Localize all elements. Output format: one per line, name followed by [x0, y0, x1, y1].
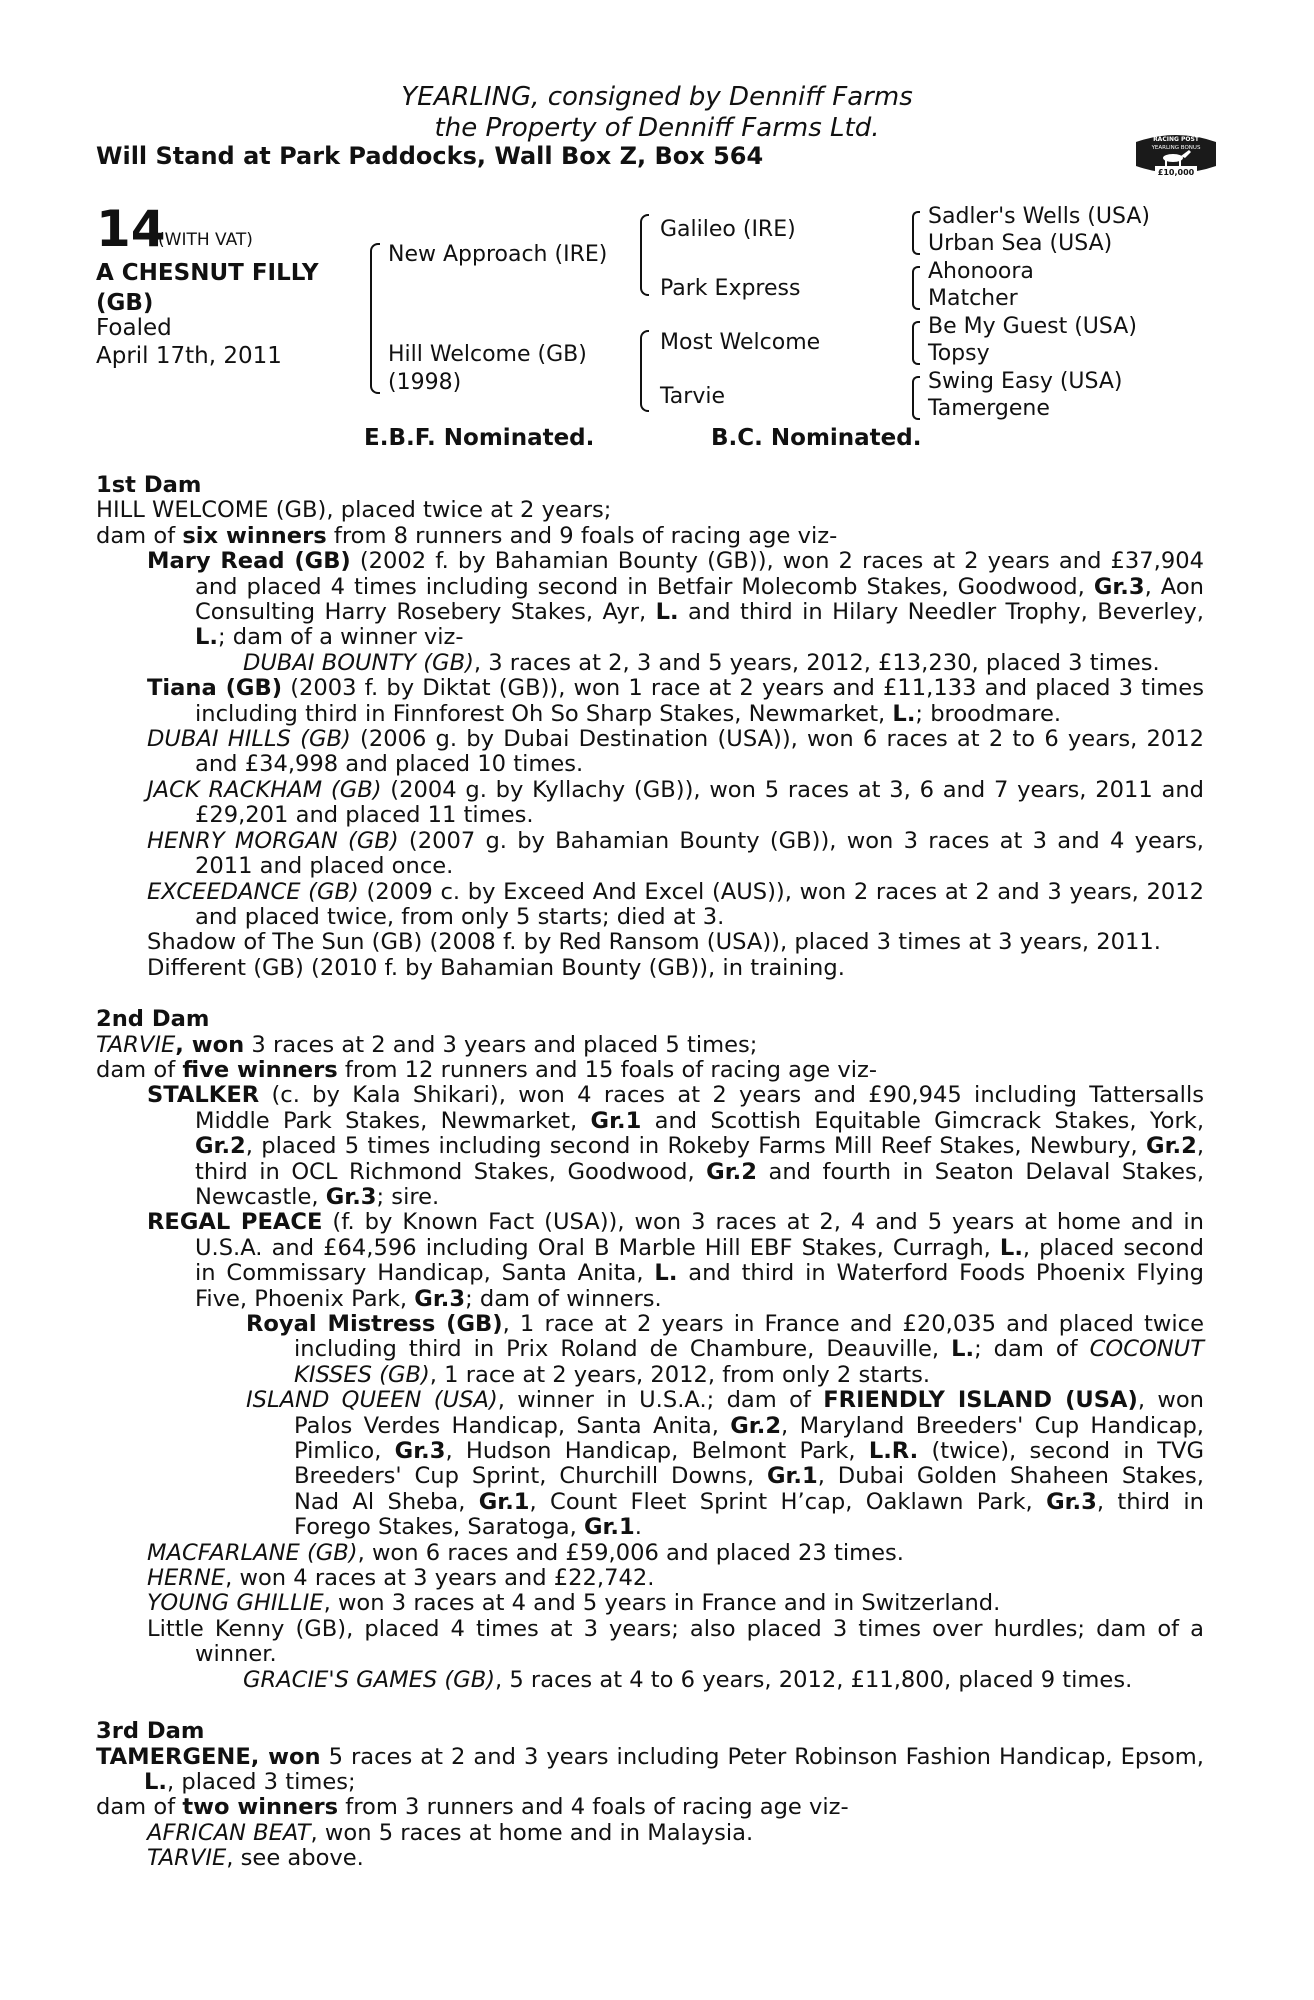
- badge-middle-text: YEARLING BONUS: [1151, 145, 1201, 151]
- vat-label: (WITH VAT): [158, 230, 253, 250]
- pedigree-brace-6: [912, 321, 920, 365]
- pedigree-dam-year: (1998): [388, 370, 462, 395]
- badge-top-text: RACING POST: [1153, 136, 1199, 143]
- third-dam-heading: 3rd Dam: [96, 1718, 205, 1745]
- produce-macfarlane: MACFARLANE (GB), won 6 races and £59,006 and placed 23 times.: [147, 1539, 904, 1566]
- pedigree-g3-6: Topsy: [928, 341, 990, 366]
- badge-bottom-text: £10,000: [1157, 168, 1195, 177]
- produce-little-kenny: Little Kenny (GB), placed 4 times at 3 years; also placed 3 times over hurdles; dam of a winner.: [147, 1615, 1204, 1668]
- pedigree-sire: New Approach (IRE): [388, 242, 608, 267]
- pedigree-g3-7: Swing Easy (USA): [928, 369, 1123, 394]
- pedigree-brace-1: [370, 243, 380, 394]
- produce-jack-rackham: JACK RACKHAM (GB) (2004 g. by Kyllachy (GB)), won 5 races at 3, 6 and 7 years, 2011 and £29,201 and placed 11 times.: [147, 776, 1204, 829]
- foaled-label: Foaled: [96, 315, 172, 341]
- produce-young-ghillie: YOUNG GHILLIE, won 3 races at 4 and 5 years in France and in Switzerland.: [147, 1590, 1001, 1617]
- pedigree-brace-5: [912, 266, 920, 310]
- first-dam-heading: 1st Dam: [96, 472, 202, 498]
- ebf-nominated: E.B.F. Nominated.: [364, 425, 595, 451]
- pedigree-g3-4: Matcher: [928, 286, 1018, 311]
- produce-royal-mistress: Royal Mistress (GB), 1 race at 2 years in France and £20,035 and placed twice including third in Prix Roland de Chambure, Deauville, L.; dam of COCONUT KISSES (GB), 1 race at 2 years, 2012, from only 2 starts.: [246, 1311, 1204, 1388]
- produce-african-beat: AFRICAN BEAT, won 5 races at home and in Malaysia.: [147, 1819, 754, 1846]
- produce-exceedance: EXCEEDANCE (GB) (2009 c. by Exceed And Excel (AUS)), won 2 races at 2 and 3 years, 2012 and placed twice, from only 5 starts; died at 3.: [147, 878, 1205, 930]
- pedigree-g3-8: Tamergene: [928, 396, 1050, 421]
- lot-number: 14: [96, 200, 166, 258]
- produce-gracies-games: GRACIE'S GAMES (GB), 5 races at 4 to 6 years, 2012, £11,800, placed 9 times.: [243, 1666, 1133, 1693]
- second-dam-heading: 2nd Dam: [96, 1006, 210, 1033]
- produce-dubai-hills: DUBAI HILLS (GB) (2006 g. by Dubai Destination (USA)), won 6 races at 2 to 6 years, 2012 and £34,998 and placed 10 times.: [147, 726, 1204, 778]
- lot-name-line-1: A CHESNUT FILLY: [96, 260, 319, 286]
- produce-island-queen: ISLAND QUEEN (USA), winner in U.S.A.; dam of FRIENDLY ISLAND (USA), won Palos Verdes Handicap, Santa Anita, Gr.2, Maryland Breeders' Cup Handicap, Pimlico, Gr.3, Hudson Handicap, Belmont Park, L.R. (twice), second in TVG Breeders' Cup Sprint, Churchill Downs, Gr.1, Dubai Golden Shaheen Stakes, Nad Al Sheba, Gr.1, Count Fleet Sprint H’cap, Oaklawn Park, Gr.3, third in Forego Stakes, Saratoga, Gr.1.: [246, 1387, 1204, 1541]
- second-dam-produce-summary: dam of five winners from 12 runners and 15 foals of racing age viz-: [96, 1056, 878, 1083]
- third-dam-intro: TAMERGENE, won 5 races at 2 and 3 years including Peter Robinson Fashion Handicap, Epsom, L., placed 3 times;: [96, 1743, 1204, 1795]
- header-line-2: the Property of Denniff Farms Ltd.: [434, 113, 880, 143]
- first-dam-produce-summary: dam of six winners from 8 runners and 9 foals of racing age viz-: [96, 522, 838, 549]
- pedigree-g3-2: Urban Sea (USA): [928, 231, 1113, 256]
- bc-nominated: B.C. Nominated.: [711, 425, 922, 451]
- pedigree-brace-7: [912, 376, 920, 420]
- pedigree-dam: Hill Welcome (GB): [388, 342, 587, 367]
- produce-regal-peace: REGAL PEACE (f. by Known Fact (USA)), won 3 races at 2, 4 and 5 years at home and in U.S.A. and £64,596 including Oral B Marble Hill EBF Stakes, Curragh, L., placed second in Commissary Handicap, Santa Anita, L. and third in Waterford Foods Phoenix Flying Five, Phoenix Park, Gr.3; dam of winners.: [147, 1209, 1204, 1312]
- produce-dubai-bounty: DUBAI BOUNTY (GB), 3 races at 2, 3 and 5 years, 2012, £13,230, placed 3 times.: [243, 649, 1160, 676]
- catalogue-body: [96, 473, 1204, 1872]
- header-line-1: YEARLING, consigned by Denniff Farms: [401, 82, 913, 112]
- first-dam-intro: HILL WELCOME (GB), placed twice at 2 years;: [96, 497, 612, 524]
- lot-name-line-2: (GB): [96, 290, 154, 316]
- lot-name: [96, 258, 319, 318]
- produce-shadow-of-the-sun: Shadow of The Sun (GB) (2008 f. by Red Ransom (USA)), placed 3 times at 3 years, 2011.: [147, 929, 1161, 956]
- pedigree-g3-3: Ahonoora: [928, 259, 1034, 284]
- pedigree-brace-2: [640, 214, 649, 296]
- foaled-date: April 17th, 2011: [96, 343, 282, 369]
- pedigree-sire-dam: Park Express: [660, 276, 801, 301]
- produce-stalker: STALKER (c. by Kala Shikari), won 4 races at 2 years and £90,945 including Tattersalls Middle Park Stakes, Newmarket, Gr.1 and Scottish Equitable Gimcrack Stakes, York, Gr.2, placed 5 times including second in Rokeby Farms Mill Reef Stakes, Newbury, Gr.2, third in OCL Richmond Stakes, Goodwood, Gr.2 and fourth in Seaton Delaval Stakes, Newcastle, Gr.3; sire.: [147, 1082, 1205, 1210]
- foaled-info: [96, 314, 282, 370]
- produce-tarvie: TARVIE, see above.: [147, 1845, 364, 1872]
- pedigree-brace-4: [912, 211, 920, 255]
- produce-henry-morgan: HENRY MORGAN (GB) (2007 g. by Bahamian Bounty (GB)), won 3 races at 3 and 4 years, 2011 and placed once.: [147, 827, 1204, 880]
- produce-herne: HERNE, won 4 races at 3 years and £22,742.: [147, 1565, 655, 1592]
- pedigree-dam-sire: Most Welcome: [660, 330, 821, 355]
- produce-different: Different (GB) (2010 f. by Bahamian Bounty (GB)), in training.: [147, 954, 845, 981]
- second-dam-intro: TARVIE, won 3 races at 2 and 3 years and placed 5 times;: [96, 1031, 758, 1058]
- produce-mary-read: Mary Read (GB) (2002 f. by Bahamian Bounty (GB)), won 2 races at 2 years and £37,904 and placed 4 times including second in Betfair Molecomb Stakes, Goodwood, Gr.3, Aon Consulting Harry Rosebery Stakes, Ayr, L. and third in Hilary Needler Trophy, Beverley, L.; dam of a winner viz-: [147, 548, 1204, 651]
- stand-location: Will Stand at Park Paddocks, Wall Box Z, Box 564: [96, 142, 764, 170]
- pedigree-g3-5: Be My Guest (USA): [928, 314, 1137, 339]
- third-dam-produce-summary: dam of two winners from 3 runners and 4 foals of racing age viz-: [96, 1794, 849, 1821]
- pedigree-brace-3: [640, 330, 649, 412]
- pedigree-dam-dam: Tarvie: [660, 384, 725, 409]
- produce-tiana: Tiana (GB) (2003 f. by Diktat (GB)), won 1 race at 2 years and £11,133 and placed 3 times including third in Finnforest Oh So Sharp Stakes, Newmarket, L.; broodmare.: [147, 675, 1204, 727]
- yearling-bonus-badge: [1133, 128, 1219, 180]
- pedigree-sire-sire: Galileo (IRE): [660, 217, 796, 242]
- pedigree-g3-1: Sadler's Wells (USA): [928, 204, 1150, 229]
